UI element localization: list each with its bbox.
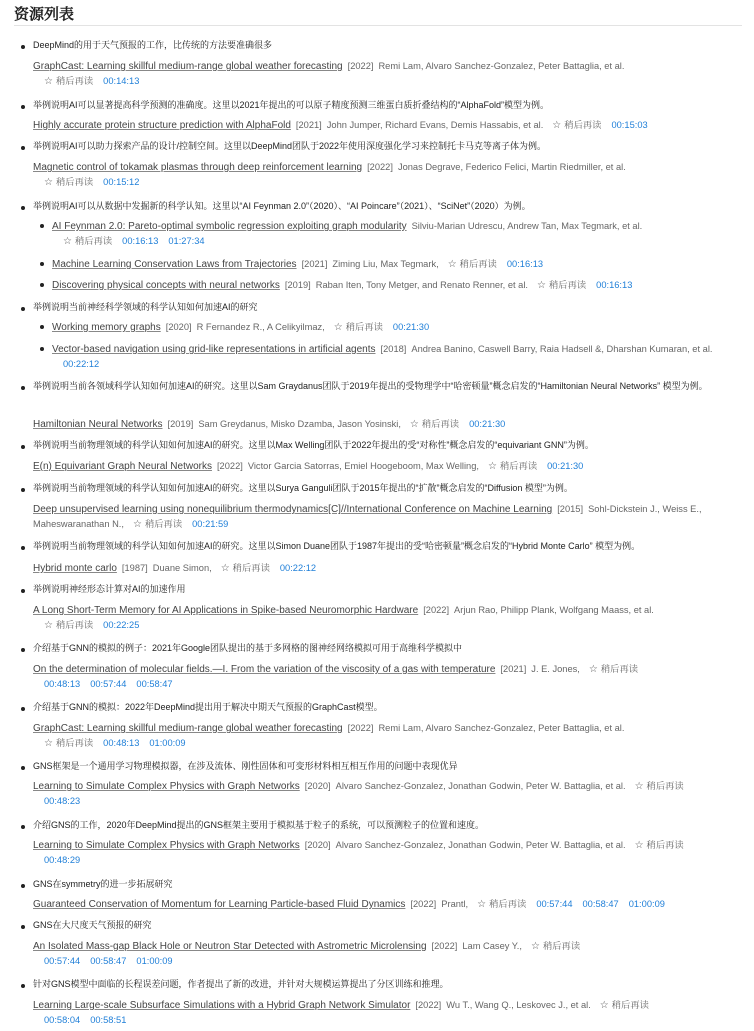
timestamp-link[interactable]: 00:22:25 [103,620,140,630]
read-later-button[interactable] [401,419,459,429]
reference-line [33,853,730,868]
read-later-label: 稍后再读 [564,120,602,130]
resource-description: 举例说明AI可以显著提高科学预测的准确度。这里以2021年提出的可以原子精度预测三维蛋白质折叠结构的“AlphaFold”模型为例。 [33,100,550,110]
resource-item [14,641,730,689]
resource-item [14,300,730,369]
paper-year: [1987] [121,563,148,573]
resource-item [14,539,730,574]
star-icon: ☆ [409,419,419,430]
timestamp-link[interactable]: 00:58:51 [90,1015,127,1025]
reference-entry [52,278,730,293]
reference-line [33,1013,730,1028]
resource-description: 介绍GNS的工作，2020年DeepMind提出的GNS框架主要用于模拟基于粒子的系统，可以预测粒子的位置和速度。 [33,820,485,830]
paper-authors: Wu T., Wang Q., Leskovec J., et al. [446,1000,591,1010]
read-later-button[interactable] [580,664,638,674]
reference-line [33,939,730,954]
reference-line [52,320,730,335]
read-later-label: 稍后再读 [232,563,270,573]
read-later-label: 稍后再读 [489,899,527,909]
timestamp-link[interactable]: 00:21:59 [192,519,229,529]
reference-entry [33,998,730,1028]
read-later-button[interactable] [439,259,497,269]
reference-line [33,662,730,677]
reference-entry [52,342,730,372]
timestamp-link[interactable]: 00:57:44 [536,899,573,909]
timestamp-link[interactable]: 00:21:30 [392,322,430,332]
paper-title-link[interactable]: AI Feynman 2.0: Pareto-optimal symbolic regression exploiting graph modularity [52,221,407,232]
paper-title-link[interactable]: Machine Learning Conservation Laws from Trajectories [52,259,297,270]
paper-authors: Lam Casey Y., [462,941,522,951]
star-icon: ☆ [537,280,546,291]
reference-line [33,561,730,576]
timestamp-link[interactable]: 00:15:03 [611,120,648,130]
reference-entry [33,779,730,809]
reference-line [52,234,730,249]
resource-item [14,438,730,472]
resource-item [14,139,730,188]
paper-title-link[interactable]: Hamiltonian Neural Networks [33,419,163,430]
paper-title-link[interactable]: Magnetic control of tokamak plasmas through deep reinforcement learning [33,162,363,173]
paper-title-link[interactable]: Hybrid monte carlo [33,563,117,574]
paper-authors: Sohl-Dickstein J., Weiss E., Maheswaranathan N., [33,504,702,529]
paper-year: [2019] [167,419,194,429]
paper-year: [2021] [301,259,328,269]
reference-line [33,59,730,74]
paper-title-link[interactable]: Vector-based navigation using grid-like representations in artificial agents [52,344,376,355]
read-later-label: 稍后再读 [611,1000,649,1010]
read-later-button[interactable] [124,519,182,529]
paper-year: [2022] [216,461,243,471]
resource-item [14,818,730,865]
reference-entry [33,897,730,912]
reference-line [33,160,730,175]
read-later-label: 稍后再读 [646,781,684,791]
read-later-button[interactable] [44,738,93,748]
reference-entry [52,320,730,335]
paper-year: [2021] [295,120,322,130]
reference-entry [33,603,730,633]
reference-line [52,278,730,293]
paper-authors: Arjun Rao, Philipp Plank, Wolfgang Maass, et al. [454,605,654,615]
star-icon: ☆ [634,781,644,792]
timestamp-link[interactable]: 00:14:13 [103,76,140,86]
reference-line [52,357,730,372]
reference-line [33,459,730,474]
paper-title-link[interactable]: Learning Large-scale Subsurface Simulations with a Hybrid Graph Network Simulator [33,1000,411,1011]
star-icon: ☆ [588,664,598,675]
read-later-label: 稍后再读 [55,738,94,748]
read-later-label: 稍后再读 [600,664,639,674]
read-later-label: 稍后再读 [421,419,460,429]
resource-description: 举例说明当前神经科学领域的科学认知如何加速AI的研究 [33,302,258,312]
reference-entry [33,561,730,576]
reference-entry [33,502,730,532]
read-later-button[interactable] [212,563,270,573]
resource-description: GNS框架是一个通用学习物理模拟器，在涉及流体、刚性固体和可变形材料相互相互作用的问题中表现优异 [33,761,458,771]
reference-line [33,736,730,751]
read-later-label: 稍后再读 [459,259,497,269]
timestamp-link[interactable]: 00:48:23 [44,796,81,806]
read-later-button[interactable] [626,781,684,791]
star-icon: ☆ [447,259,457,270]
reference-line [33,618,730,633]
timestamp-link[interactable]: 01:00:09 [136,956,173,966]
reference-entry [33,59,730,89]
read-later-label: 稍后再读 [144,519,183,529]
reference-entry [33,838,730,868]
reference-entry [33,160,730,190]
paper-authors: Andrea Banino, Caswell Barry, Raia Hadsell &, Dharshan Kumaran, et al. [411,344,713,354]
resource-description: 针对GNS模型中面临的长程误差问题，作者提出了新的改进，并针对大规模运算提出了分区训练和推理。 [33,979,449,989]
star-icon: ☆ [44,738,53,749]
paper-authors: J. E. Jones, [531,664,580,674]
paper-title-link[interactable]: An Isolated Mass-gap Black Hole or Neutron Star Detected with Astrometric Microlensing [33,941,427,952]
read-later-button[interactable] [44,76,93,86]
star-icon: ☆ [44,76,53,87]
reference-line [33,677,730,692]
read-later-label: 稍后再读 [646,840,684,850]
paper-authors: Remi Lam, Alvaro Sanchez-Gonzalez, Peter Battaglia, et al. [378,61,625,71]
star-icon: ☆ [220,563,230,574]
paper-title-link[interactable]: GraphCast: Learning skillful medium-range global weather forecasting [33,61,343,72]
resource-description: GNS在大尺度天气预报的研究 [33,920,152,930]
timestamp-link[interactable]: 00:57:44 [90,679,127,689]
reference-line [52,219,730,234]
read-later-button[interactable] [325,322,383,332]
reference-entry [52,257,730,272]
paper-year: [2022] [431,941,458,951]
paper-year: [2022] [347,723,374,733]
read-later-button[interactable] [522,941,580,951]
paper-title-link[interactable]: On the determination of molecular fields.—I. From the variation of the viscosity of a gas with temperature [33,664,496,675]
paper-year: [2015] [557,504,584,514]
paper-authors: Sam Greydanus, Misko Dzamba, Jason Yosinski, [198,419,401,429]
resource-description: DeepMind的用于天气预报的工作，比传统的方法要准确很多 [33,40,273,50]
timestamp-link[interactable]: 01:00:09 [628,899,665,909]
reference-line [33,838,730,853]
reference-line [33,954,730,969]
star-icon: ☆ [530,941,540,952]
resource-description: 举例说明当前物理领域的科学认知如何加速AI的研究。这里以Max Welling团队于2022年提出的受“对称性”概念启发的“equivariant GNN”为例。 [33,440,594,450]
reference-line [33,897,730,912]
paper-title-link[interactable]: E(n) Equivariant Graph Neural Networks [33,461,212,472]
reference-line [33,118,730,133]
read-later-button[interactable] [479,461,537,471]
star-icon: ☆ [487,461,497,472]
resource-item [14,759,730,806]
paper-year: [2022] [347,61,374,71]
read-later-button[interactable] [468,899,526,909]
read-later-label: 稍后再读 [499,461,538,471]
timestamp-link[interactable]: 00:57:44 [44,956,81,966]
read-later-button[interactable] [591,1000,649,1010]
timestamp-link[interactable]: 00:58:47 [136,679,173,689]
reference-line [33,502,730,532]
paper-year: [2022] [423,605,450,615]
star-icon: ☆ [552,120,562,131]
reference-line [52,257,730,272]
resource-description: GNS在symmetry的进一步拓展研究 [33,879,173,889]
timestamp-link[interactable]: 00:16:13 [596,280,633,290]
read-later-button[interactable] [44,620,93,630]
reference-entry [33,939,730,969]
star-icon: ☆ [333,322,343,333]
read-later-label: 稍后再读 [55,76,94,86]
timestamp-link[interactable]: 01:00:09 [149,738,186,748]
resource-description: 介绍基于GNN的模拟：2022年DeepMind提出用于解决中期天气预报的GraphCast模型。 [33,702,383,712]
paper-title-link[interactable]: Learning to Simulate Complex Physics with Graph Networks [33,840,300,851]
paper-authors: Victor Garcia Satorras, Emiel Hoogeboom, Max Welling, [247,461,479,471]
paper-title-link[interactable]: GraphCast: Learning skillful medium-range global weather forecasting [33,723,343,734]
paper-year: [2022] [415,1000,442,1010]
paper-year: [2020] [304,781,331,791]
paper-authors: Prantl, [441,899,469,909]
timestamp-link[interactable]: 01:27:34 [168,236,205,246]
resource-description: 举例说明神经形态计算对AI的加速作用 [33,584,186,594]
resource-item [14,700,730,749]
star-icon: ☆ [599,1000,609,1011]
paper-year: [2022] [367,162,393,172]
reference-entry [33,459,730,474]
star-icon: ☆ [44,177,53,188]
paper-year: [2018] [380,344,407,354]
read-later-label: 稍后再读 [542,941,581,951]
reference-line [33,794,730,809]
resource-item [14,582,730,631]
resource-item [14,877,730,910]
star-icon: ☆ [132,519,142,530]
timestamp-link[interactable]: 00:15:12 [103,177,140,187]
timestamp-link[interactable]: 00:58:47 [582,899,619,909]
star-icon: ☆ [44,620,53,631]
timestamp-link[interactable]: 00:16:13 [506,259,544,269]
resource-description: 举例说明当前各领域科学认知如何加速AI的研究。这里以Sam Graydanus团队于2019年提出的受物理学中“哈密顿量”概念启发的“Hamiltonian Neural Networks” 模型为例。 [33,381,708,391]
reference-line [52,342,730,357]
resource-description: 举例说明AI可以助力探索产品的设计/控制空间。这里以DeepMind团队于2022年使用深度强化学习来控制托卡马克等离子体为例。 [33,141,547,151]
read-later-label: 稍后再读 [548,280,587,290]
star-icon: ☆ [63,236,72,247]
read-later-button[interactable] [528,280,586,290]
reference-line [33,998,730,1013]
timestamp-link[interactable]: 00:48:13 [44,679,81,689]
paper-authors: Ziming Liu, Max Tegmark, [332,259,439,269]
reference-line [33,417,730,432]
resource-item [14,38,730,87]
reference-line [33,721,730,736]
reference-entry [33,662,730,692]
reference-line [33,603,730,618]
resource-item [14,379,730,430]
paper-title-link[interactable]: Learning to Simulate Complex Physics with Graph Networks [33,781,300,792]
star-icon: ☆ [634,840,644,851]
resource-description: 介绍基于GNN的模拟的例子：2021年Google团队提出的基于多网格的图神经网络模拟可用于高维科学模拟中 [33,643,463,653]
paper-title-link[interactable]: Discovering physical concepts with neural networks [52,280,280,291]
paper-authors: R Fernandez R., A Celikyilmaz, [196,322,325,332]
read-later-button[interactable] [626,840,684,850]
read-later-button[interactable] [543,120,601,130]
paper-authors: Duane Simon, [152,563,212,573]
reference-entry [33,118,730,133]
timestamp-link[interactable]: 00:22:12 [63,359,100,369]
star-icon: ☆ [477,899,487,910]
paper-authors: Silviu-Marian Udrescu, Andrew Tan, Max Tegmark, et al. [411,221,643,231]
timestamp-link[interactable]: 00:58:04 [44,1015,81,1025]
read-later-button[interactable] [63,236,112,246]
read-later-label: 稍后再读 [345,322,383,332]
paper-title-link[interactable]: Deep unsupervised learning using nonequilibrium thermodynamics[C]//International Conference on Machine Learning [33,504,553,515]
paper-authors: Jonas Degrave, Federico Felici, Martin Riedmiller, et al. [397,162,626,172]
paper-year: [2020] [304,840,331,850]
resource-item [14,98,730,131]
paper-year: [2022] [410,899,437,909]
paper-year: [2020] [165,322,192,332]
paper-authors: Alvaro Sanchez-Gonzalez, Jonathan Godwin, Peter W. Battaglia, et al. [335,781,626,791]
timestamp-link[interactable]: 00:21:30 [547,461,584,471]
reference-entry [33,721,730,751]
paper-title-link[interactable]: Working memory graphs [52,322,161,333]
reference-line [33,175,730,190]
resource-item [14,199,730,291]
reference-entry [52,219,730,249]
paper-authors: Remi Lam, Alvaro Sanchez-Gonzalez, Peter Battaglia, et al. [378,723,625,733]
resource-item [14,977,730,1025]
paper-authors: Raban Iten, Tony Metger, and Renato Renner, et al. [315,280,528,290]
resource-description: 举例说明当前物理领域的科学认知如何加速AI的研究。这里以Surya Ganguli团队于2015年提出的“扩散”概念启发的“Diffusion 模型”为例。 [33,483,573,493]
timestamp-link[interactable]: 00:16:13 [122,236,159,246]
paper-authors: Alvaro Sanchez-Gonzalez, Jonathan Godwin, Peter W. Battaglia, et al. [335,840,626,850]
reference-line [33,779,730,794]
read-later-label: 稍后再读 [74,236,113,246]
resource-description: 举例说明AI可以从数据中发掘新的科学认知。这里以“AI Feynman 2.0”（2020）、“AI Poincare”（2021）、“SciNet”（2020）为例。 [33,201,531,211]
paper-authors: John Jumper, Richard Evans, Demis Hassabis, et al. [326,120,544,130]
paper-year: [2021] [500,664,527,674]
reference-entry [33,417,730,432]
read-later-label: 稍后再读 [55,177,94,187]
paper-year: [2019] [284,280,311,290]
page-title: 资源列表 [14,0,742,26]
resource-item [14,918,730,966]
timestamp-link[interactable]: 00:22:12 [279,563,317,573]
timestamp-link[interactable]: 00:58:47 [90,956,127,966]
resource-item [14,481,730,530]
read-later-button[interactable] [44,177,93,187]
timestamp-link[interactable]: 00:48:13 [103,738,140,748]
paper-title-link[interactable]: A Long Short-Term Memory for AI Applications in Spike-based Neuromorphic Hardware [33,605,419,616]
timestamp-link[interactable]: 00:21:30 [469,419,506,429]
paper-title-link[interactable]: Guaranteed Conservation of Momentum for Learning Particle-based Fluid Dynamics [33,899,406,910]
reference-line [33,74,730,89]
paper-title-link[interactable]: Highly accurate protein structure prediction with AlphaFold [33,120,291,131]
timestamp-link[interactable]: 00:48:29 [44,855,81,865]
resource-description: 举例说明当前物理领域的科学认知如何加速AI的研究。这里以Simon Duane团队于1987年提出的受“哈密顿量”概念启发的“Hybrid Monte Carlo” 模型为例。 [33,541,641,551]
read-later-label: 稍后再读 [55,620,94,630]
